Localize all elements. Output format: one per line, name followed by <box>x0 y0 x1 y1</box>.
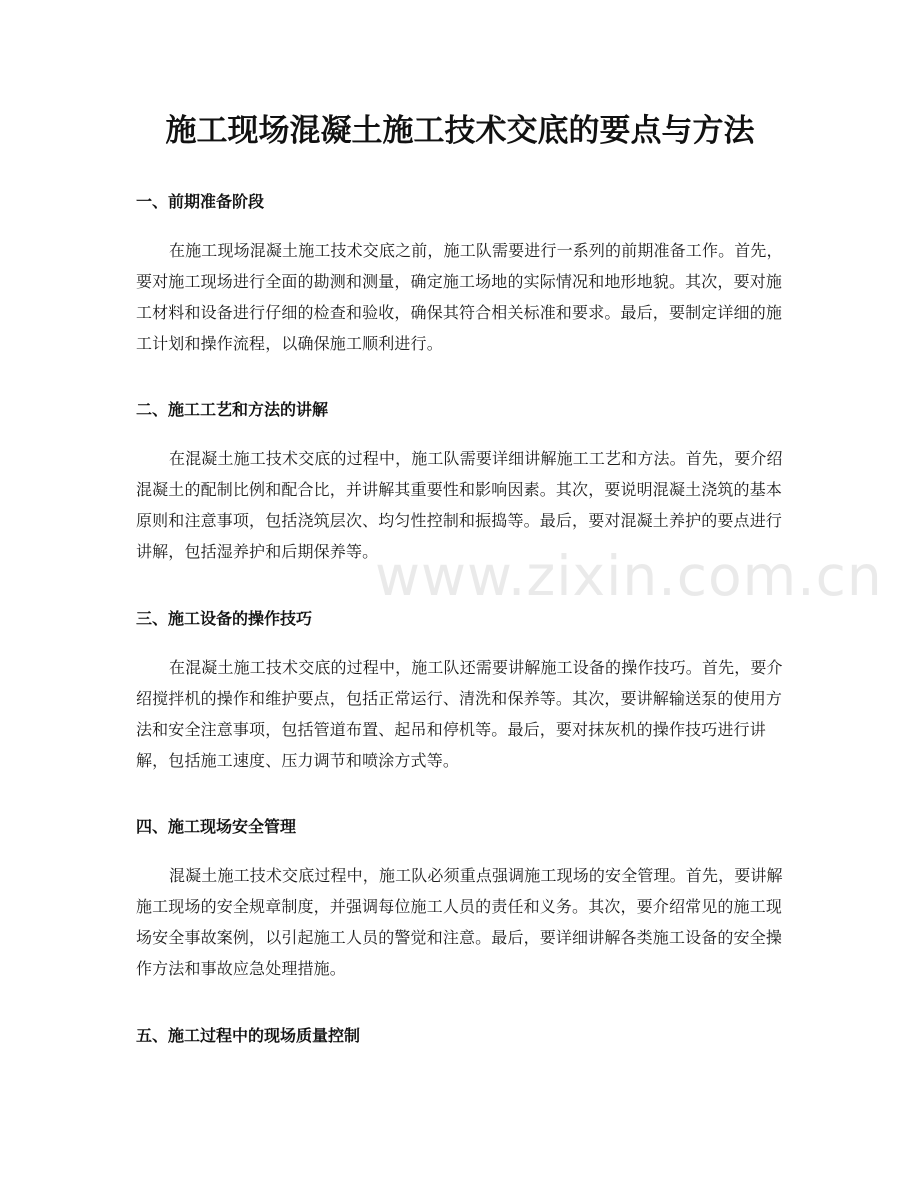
section-paragraph-3: 在混凝土施工技术交底的过程中，施工队还需要讲解施工设备的操作技巧。首先，要介绍搅拌机的操作和维护要点，包括正常运行、清洗和保养等。其次，要讲解输送泵的使用方法和安全注意事项，包括管道布置、起吊和停机等。最后，要对抹灰机的操作技巧进行讲解，包括施工速度、压力调节和喷涂方式等。 <box>136 658 783 770</box>
section-paragraph-4: 混凝土施工技术交底过程中，施工队必须重点强调施工现场的安全管理。首先，要讲解施工现场的安全规章制度，并强调每位施工人员的责任和义务。其次，要介绍常见的施工现场安全事故案例，以引起施工人员的警觉和注意。最后，要详细讲解各类施工设备的安全操作方法和事故应急处理措施。 <box>136 866 783 978</box>
section-heading-1: 一、前期准备阶段 <box>136 192 265 211</box>
section-heading-2: 二、施工工艺和方法的讲解 <box>136 400 329 419</box>
watermark-text: www.zixin.com.cn <box>375 544 883 608</box>
document-title: 施工现场混凝土施工技术交底的要点与方法 <box>165 113 755 149</box>
section-heading-3: 三、施工设备的操作技巧 <box>136 609 313 628</box>
section-heading-4: 四、施工现场安全管理 <box>136 817 297 836</box>
section-paragraph-2: 在混凝土施工技术交底的过程中，施工队需要详细讲解施工工艺和方法。首先，要介绍混凝土的配制比例和配合比，并讲解其重要性和影响因素。其次，要说明混凝土浇筑的基本原则和注意事项，包括浇筑层次、均匀性控制和振捣等。最后，要对混凝土养护的要点进行讲解，包括湿养护和后期保养等。 <box>136 449 783 561</box>
section-paragraph-1: 在施工现场混凝土施工技术交底之前，施工队需要进行一系列的前期准备工作。首先，要对施工现场进行全面的勘测和测量，确定施工场地的实际情况和地形地貌。其次，要对施工材料和设备进行仔细的检查和验收，确保其符合相关标准和要求。最后，要制定详细的施工计划和操作流程，以确保施工顺利进行。 <box>136 241 783 353</box>
section-heading-5: 五、施工过程中的现场质量控制 <box>136 1026 361 1045</box>
